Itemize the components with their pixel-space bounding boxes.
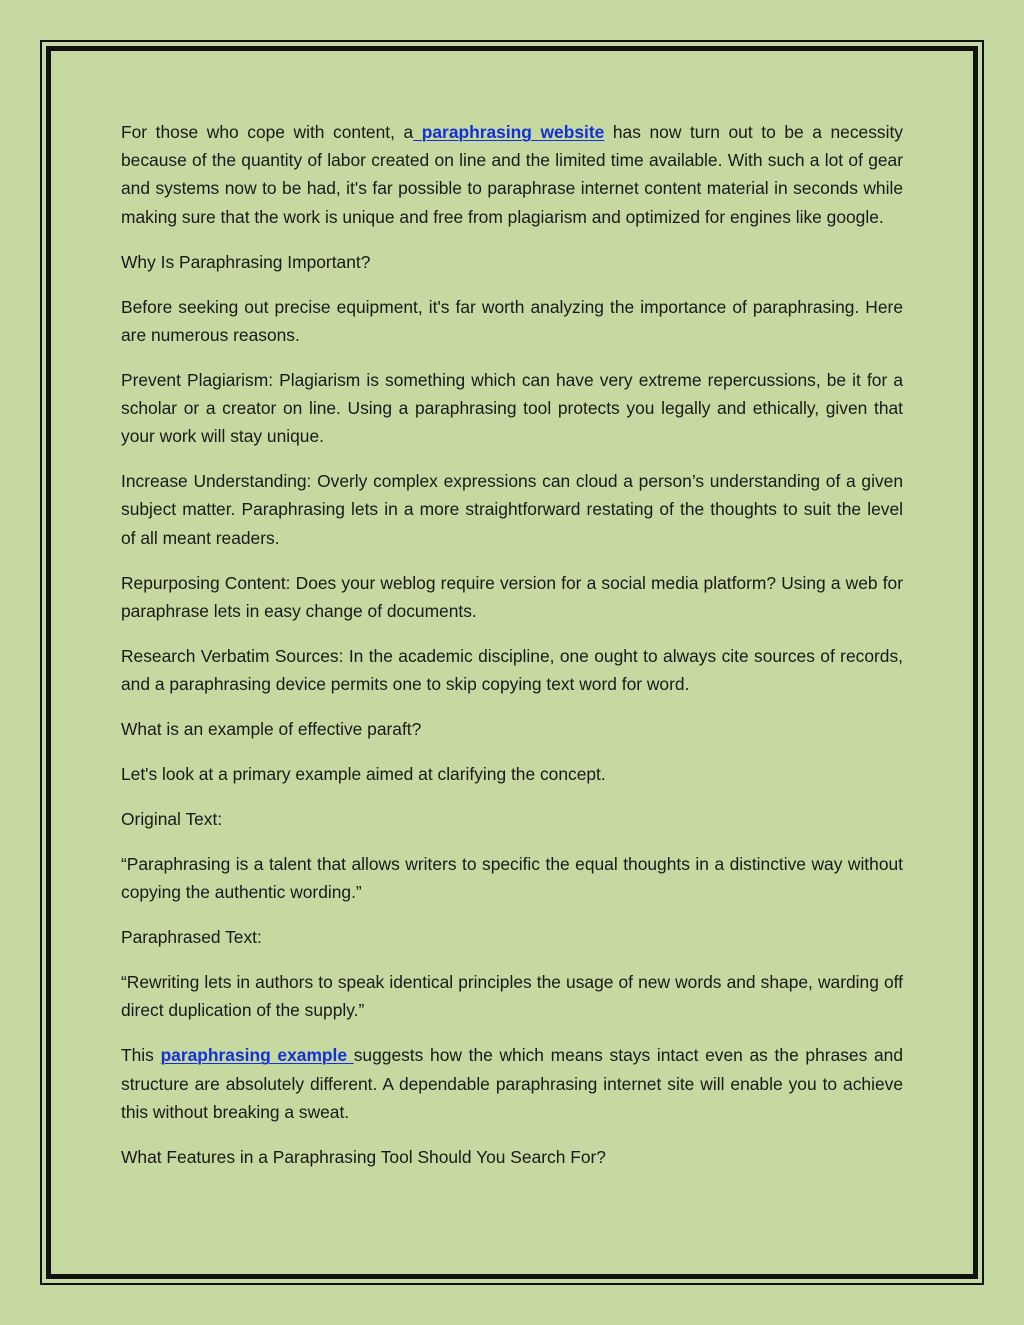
paraphrasing-website-link[interactable]: paraphrasing website	[413, 122, 605, 142]
heading-features: What Features in a Paraphrasing Tool Should You Search For?	[121, 1146, 606, 1167]
original-quote: “Paraphrasing is a talent that allows writers to specific the equal thoughts in a distinctive way without copying the authentic wording.”	[121, 854, 903, 903]
heading-paraphrased-text: Paraphrased Text:	[121, 927, 262, 948]
paragraph-research-sources: Research Verbatim Sources: In the academic discipline, one ought to always cite sources of records, and a paraphrasing device permits one to skip copying text word for word.	[121, 645, 903, 695]
this-text-after-link: suggests how the which means stays intact even as the phrases and structure are absolutely different. A dependable paraphrasing internet site will enable you to achieve this without breaking a sweat.	[121, 1045, 904, 1122]
paragraph-prevent-plagiarism: Prevent Plagiarism: Plagiarism is something which can have very extreme repercussions, be it for a scholar or a creator on line. Using a paraphrasing tool protects you legally and ethically, given that your work will stay unique.	[121, 369, 903, 447]
document-body	[121, 118, 903, 1188]
heading-example: What is an example of effective paraft?	[121, 719, 422, 740]
paragraph-repurposing-content: Repurposing Content: Does your weblog require version for a social media platform? Using a web for paraphrase lets in easy change of documents.	[121, 572, 903, 621]
paragraph-increase-understanding: Increase Understanding: Overly complex expressions can cloud a person’s understanding of a given subject matter. Paraphrasing lets in a more straightforward restating of the thoughts to suit the level of all meant readers.	[121, 471, 903, 548]
paragraph-lets-look: Let's look at a primary example aimed at clarifying the concept.	[121, 764, 606, 785]
heading-original-text: Original Text:	[121, 809, 223, 830]
intro-text-before-link: For those who cope with content, a	[121, 122, 414, 142]
paraphrased-quote: “Rewriting lets in authors to speak identical principles the usage of new words and shape, warding off direct duplication of the supply.”	[121, 972, 903, 1021]
paraphrasing-example-link[interactable]: paraphrasing example	[160, 1045, 354, 1066]
this-text-before-link: This	[121, 1045, 161, 1066]
heading-why-paraphrasing: Why Is Paraphrasing Important?	[121, 251, 371, 272]
paragraph-before-seeking: Before seeking out precise equipment, it's far worth analyzing the importance of paraphrasing. Here are numerous reasons.	[121, 296, 903, 345]
paragraph-this-example	[121, 1041, 903, 1126]
intro-paragraph	[121, 118, 903, 231]
intro-text-after-link: has now turn out to be a necessity because of the quantity of labor created on line and the limited time available. With such a lot of gear and systems now to be had, it's far possible to paraphrase internet content material in seconds while making sure that the work is unique and free from plagiarism and optimized for engines like google.	[121, 122, 903, 227]
